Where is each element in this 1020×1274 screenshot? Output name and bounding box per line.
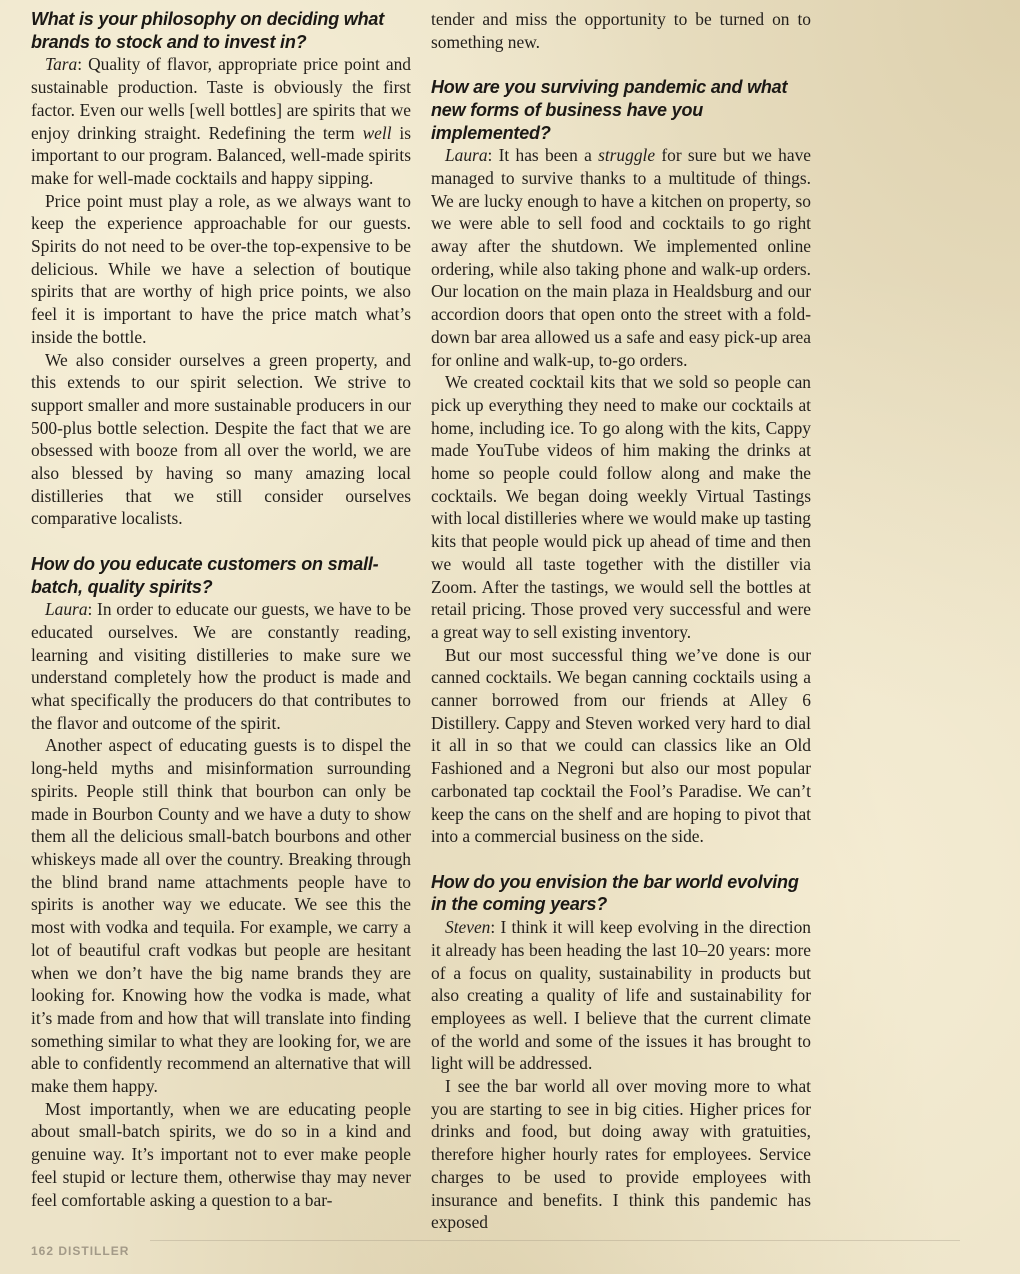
answer-paragraph: But our most successful thing we’ve done is our canned cocktails. We began canning cocktails using a canner borrowed from our friends at Alley 6 Distillery. Cappy and Steven worked very hard to dial it all in so that we could can classics like an Old Fashioned and a Negroni but also our most popular carbonated tap cocktail the Fool’s Paradise. We can’t keep the cans on the shelf and are hoping to pivot that into a commercial business on the side. xyxy=(431,644,811,847)
emphasis-text: struggle xyxy=(598,145,656,166)
right-column xyxy=(431,8,811,1234)
question-heading: How do you educate customers on small-batch, quality spirits? xyxy=(31,553,379,597)
answer-paragraph xyxy=(431,144,811,371)
speaker-name: Tara xyxy=(45,54,78,75)
speaker-name: Steven xyxy=(445,917,491,938)
answer-paragraph: We created cocktail kits that we sold so people can pick up everything they need to make our cocktails at home, including ice. To go along with the kits, Cappy made YouTube videos of him making the drinks at home so people could follow along and make the cocktails. We began doing weekly Virtual Tastings with local distilleries where we would make up tasting kits that people would pick up ahead of time and then we would all taste together with the distiller via Zoom. After the tastings, we would sell the bottles at retail pricing. Those proved very successful and were a great way to sell existing inventory. xyxy=(431,372,811,642)
answer-text: : Quality of flavor, appropriate price point and sustainable production. Taste is obviously the first factor. Even our wells [well bottles] are spirits that we enjoy drinking straight. Redefining the term xyxy=(31,54,411,143)
question-heading: How do you envision the bar world evolving in the coming years? xyxy=(431,871,799,915)
answer-paragraph xyxy=(31,53,411,189)
speaker-name: Laura xyxy=(445,145,488,166)
footer-divider xyxy=(150,1240,960,1241)
speaker-name: Laura xyxy=(45,599,88,620)
answer-paragraph xyxy=(31,598,411,734)
answer-paragraph: We also consider ourselves a green property, and this extends to our spirit selection. We strive to support smaller and more sustainable producers in our 500-plus bottle selection. Despite the fact that we are obsessed with booze from all over the world, we are also blessed by having so many amazing local distilleries that we still consider ourselves comparative localists. xyxy=(31,349,411,529)
answer-paragraph: Price point must play a role, as we always want to keep the experience approachable for our guests. Spirits do not need to be over-the top-expensive to be delicious. While we have a selection of boutique spirits that are worthy of high price points, we also feel it is important to have the price match what’s inside the bottle. xyxy=(31,190,411,347)
question-heading: How are you surviving pandemic and what new forms of business have you implemented? xyxy=(431,77,788,143)
left-column xyxy=(31,8,411,1211)
answer-text: : It has been a xyxy=(487,145,599,166)
question-heading: What is your philosophy on deciding what brands to stock and to invest in? xyxy=(31,9,385,52)
answer-paragraph: Most importantly, when we are educating people about small-batch spirits, we do so in a kind and genuine way. It’s important not to ever make people feel stupid or lecture them, otherwise thay may never feel comfortable asking a question to a bar- xyxy=(31,1098,411,1210)
answer-paragraph: Another aspect of educating guests is to dispel the long-held myths and misinformation surrounding spirits. People still think that bourbon can only be made in Bourbon County and we have a duty to show them all the delicious small-batch bourbons and other whiskeys made all over the country. Breaking through the blind brand name attachments people have to spirits is another way we educate. We see this the most with vodka and tequila. For example, we carry a lot of beautiful craft vodkas but people are hesitant when we don’t have the big name brands they are looking for. Knowing how the vodka is made, what it’s made from and how that will translate into finding something similar to what they are looking for, we are able to confidently recommend an alternative that will make them happy. xyxy=(31,735,411,1097)
page-footer xyxy=(31,1244,129,1258)
answer-text: : I think it will keep evolving in the direction it already has been heading the last 10–20 years: more of a focus on quality, sustainability in products but also creating a quality of life and sustainability for employees as well. I believe that the current climate of the world and some of the issues it has brought to light will be addressed. xyxy=(431,917,811,1074)
answer-text: for sure but we have managed to survive thanks to a multitude of things. We are lucky enough to have a kitchen on property, so we were able to sell food and cocktails to go right away after the shutdown. We implemented online ordering, while also taking phone and walk-up orders. Our location on the main plaza in Healdsburg and our accordion doors that open onto the street with a fold-down bar area allowed us a safe and easy pick-up area for online and walk-up, to-go orders. xyxy=(431,145,811,370)
answer-text: : In order to educate our guests, we have to be educated ourselves. We are constantly reading, learning and visiting distilleries to make sure we understand completely how the product is made and what specifically the producers do that contributes to the flavor and outcome of the spirit. xyxy=(31,599,411,733)
answer-paragraph xyxy=(431,916,811,1075)
answer-text: is important to our program. Balanced, well-made spirits make for well-made cocktails and happy sipping. xyxy=(31,122,411,188)
continued-paragraph: tender and miss the opportunity to be turned on to something new. xyxy=(431,9,811,52)
magazine-name: DISTILLER xyxy=(58,1244,130,1258)
emphasis-text: well xyxy=(362,122,392,143)
page-number: 162 xyxy=(31,1244,55,1258)
answer-paragraph: I see the bar world all over moving more to what you are starting to see in big cities. Higher prices for drinks and food, but doing away with gratuities, therefore higher hourly rates for employees. Service charges to be used to provide employees with insurance and benefits. I think this pandemic has exposed xyxy=(431,1076,811,1233)
